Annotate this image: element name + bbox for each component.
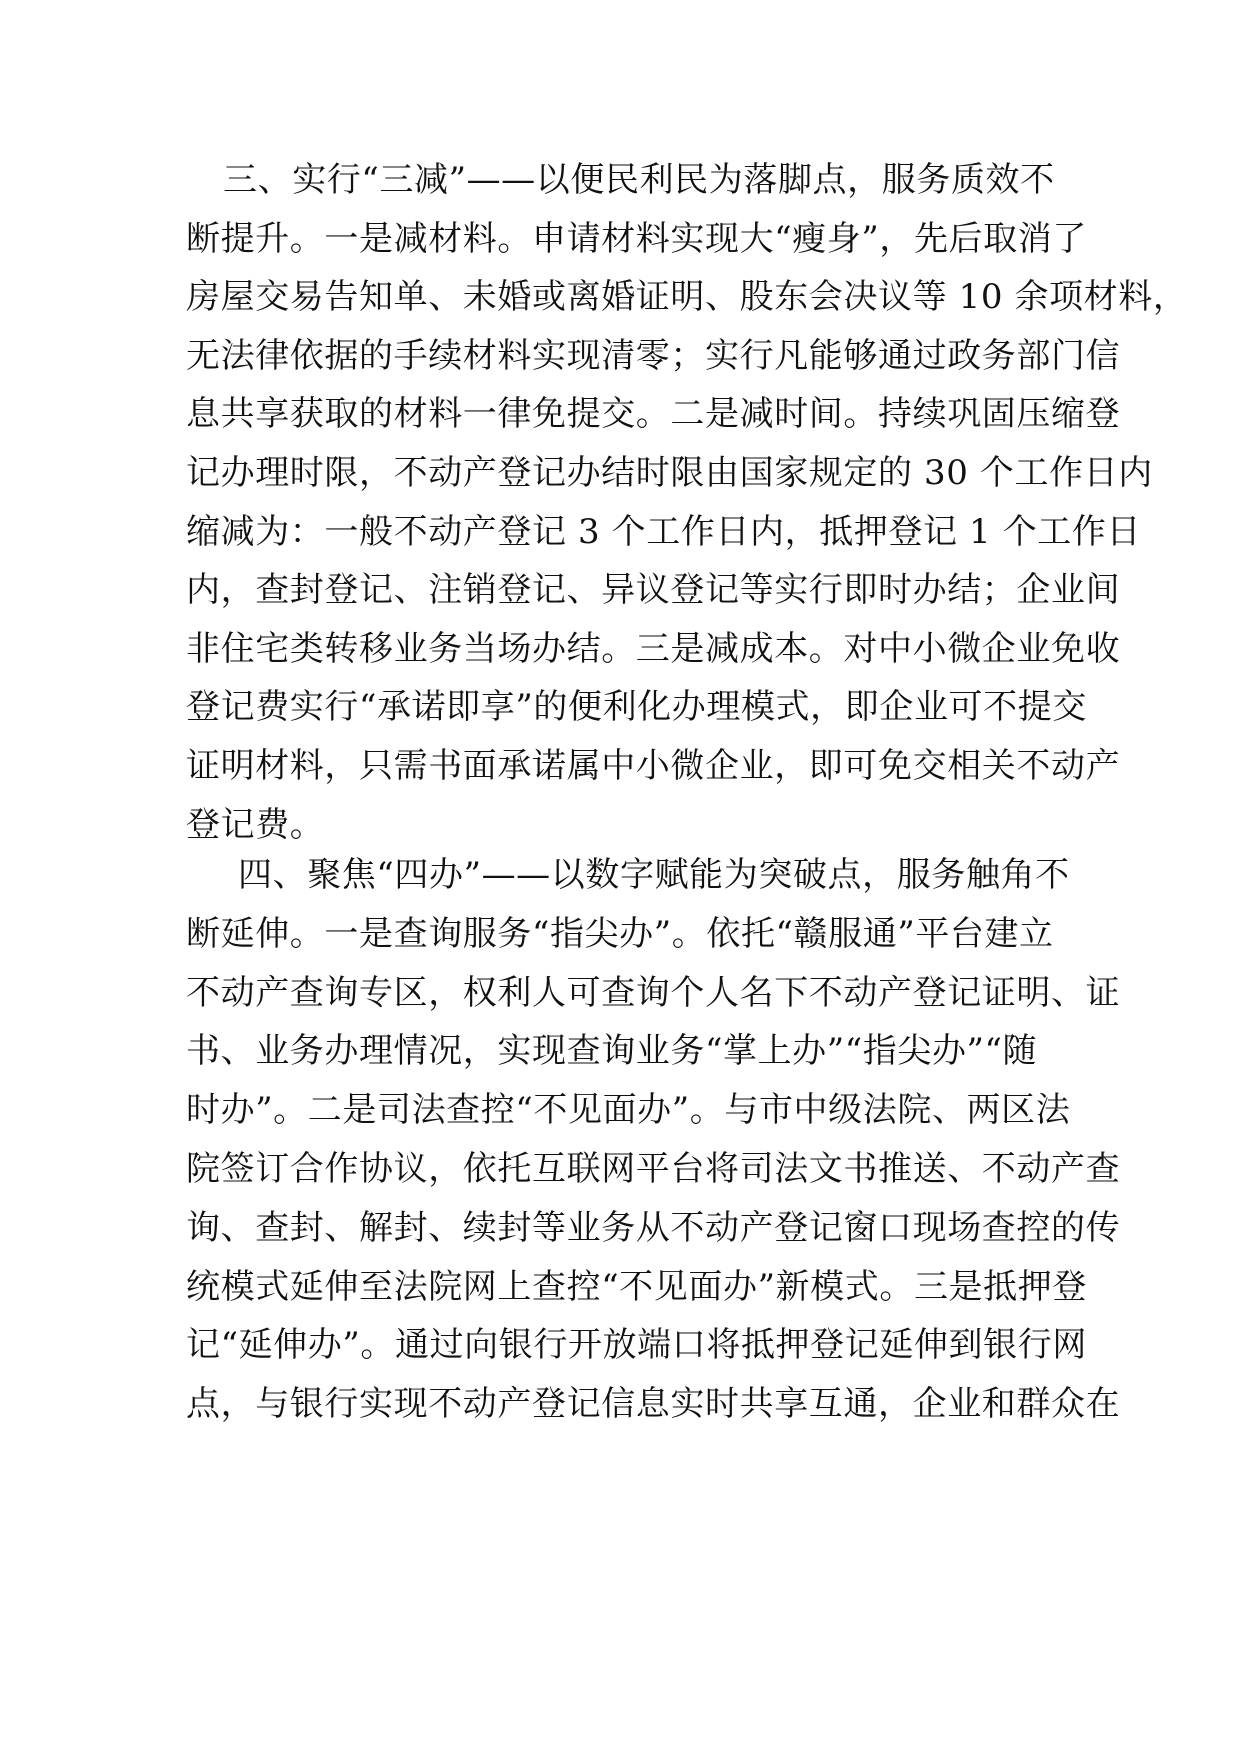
paragraph-line: 缩减为：一般不动产登记 3 个工作日内，抵押登记 1 个工作日 [186,511,1142,552]
paragraph-line: 证明材料，只需书面承诺属中小微企业，即可免交相关不动产 [186,746,1121,786]
paragraph-line: 房屋交易告知单、未婚或离婚证明、股东会决议等 10 余项材料， [186,277,1188,318]
paragraph-line: 书、业务办理情况，实现查询业务“掌上办”“指尖办”“随 [186,1031,1038,1072]
paragraph-line: 非住宅类转移业务当场办结。三是减成本。对中小微企业免收 [186,628,1121,669]
paragraph-line: 询、查封、解封、续封等业务从不动产登记窗口现场查控的传 [186,1207,1121,1248]
paragraph-line: 登记费实行“承诺即享”的便利化办理模式，即企业可不提交 [186,687,1087,728]
paragraph-line: 统模式延伸至法院网上查控“不见面办”新模式。三是抵押登 [186,1266,1087,1307]
paragraph-line: 四、聚焦“四办”——以数字赋能为突破点，服务触角不 [238,855,1070,895]
paragraph-line: 院签订合作协议，依托互联网平台将司法文书推送、不动产查 [186,1149,1121,1189]
paragraph-line: 点，与银行实现不动产登记信息实时共享互通，企业和群众在 [186,1384,1121,1425]
paragraph-line: 三、实行“三减”——以便民利民为落脚点，服务质效不 [223,160,1055,200]
paragraph-line: 不动产查询专区，权利人可查询个人名下不动产登记证明、证 [186,972,1121,1013]
paragraph-line: 记办理时限，不动产登记办结时限由国家规定的 30 个工作日内 [186,453,1153,493]
paragraph-line: 内，查封登记、注销登记、异议登记等实行即时办结；企业间 [186,570,1121,611]
paragraph-line: 断提升。一是减材料。申请材料实现大“瘦身”，先后取消了 [186,218,1087,259]
paragraph-line: 时办”。二是司法查控“不见面办”。与市中级法院、两区法 [186,1090,1071,1131]
paragraph-line: 息共享获取的材料一律免提交。二是减时间。持续巩固压缩登 [186,394,1121,435]
paragraph-line: 登记费。 [186,804,325,845]
paragraph-line: 断延伸。一是查询服务“指尖办”。依托“赣服通”平台建立 [186,913,1054,954]
paragraph-line: 记“延伸办”。通过向银行开放端口将抵押登记延伸到银行网 [186,1325,1087,1366]
paragraph-line: 无法律依据的手续材料实现清零；实行凡能够通过政务部门信 [186,335,1121,376]
